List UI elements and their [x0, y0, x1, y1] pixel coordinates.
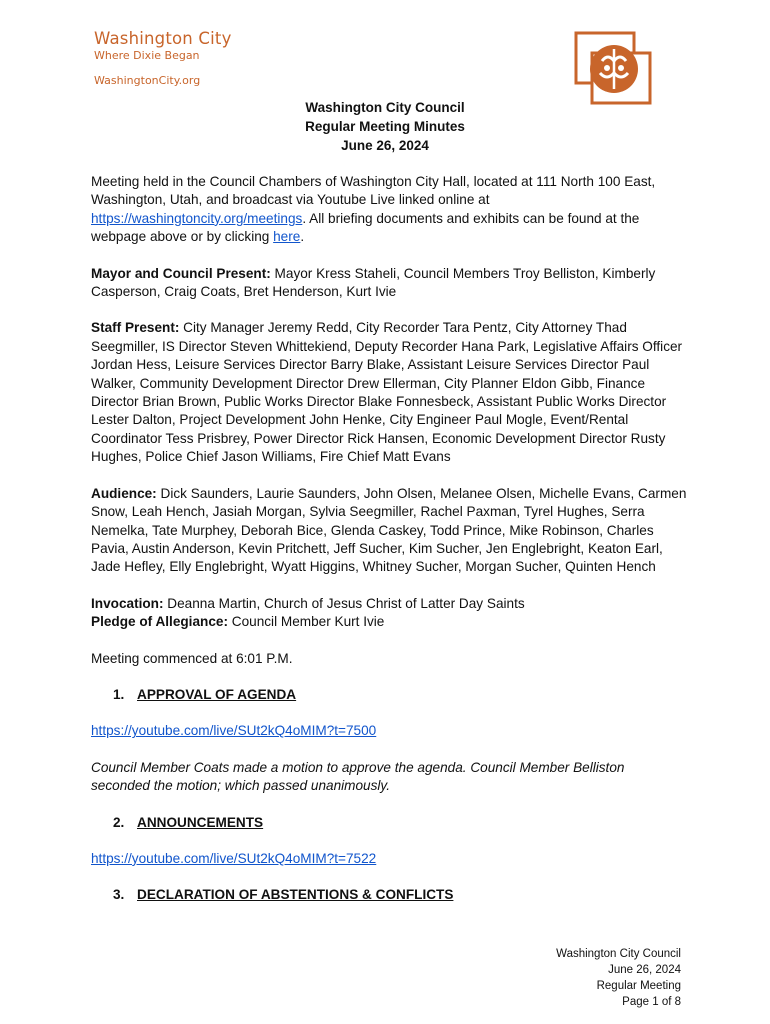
section-2-video-paragraph: [91, 850, 687, 868]
invocation-label: Invocation:: [91, 595, 164, 611]
staff-paragraph: [91, 319, 687, 466]
document-title: [0, 98, 770, 155]
section-approval-of-agenda: [91, 686, 687, 704]
footer-meeting-type: Regular Meeting: [596, 980, 681, 992]
intro-paragraph: [91, 173, 687, 247]
section-1-motion-note: Council Member Coats made a motion to approve the agenda. Council Member Belliston seconded the motion; which passed unanimously.: [91, 759, 625, 794]
section-1-video-link[interactable]: https://youtube.com/live/SUt2kQ4oMIM?t=7500: [91, 723, 377, 739]
brand-tagline: Where Dixie Began: [94, 49, 200, 62]
footer-council: Washington City Council: [556, 948, 681, 960]
page-footer: [556, 946, 681, 1010]
intro-text-3: .: [300, 229, 305, 245]
audience-text: Dick Saunders, Laurie Saunders, John Olsen, Melanee Olsen, Michelle Evans, Carmen Snow, Leah Hench, Jasiah Morgan, Sylvia Seegmiller, Rachel Paxman, Tyrel Hughes, Serra Nemelka, Tate Murphey, Deborah Bice, Glenda Caskey, Todd Prince, Mike Robinson, Charles Pavia, Austin Anderson, Kevin Pritchett, Jeff Sucher, Kim Sucher, Jen Englebright, Keaton Earl, Jade Hefley, Elly Englebright, Wyatt Higgins, Whitney Sucher, Morgan Sucher, Quinten Hench: [91, 485, 687, 575]
section-1-video-paragraph: [91, 722, 687, 740]
meetings-link[interactable]: https://washingtoncity.org/meetings: [91, 210, 303, 226]
pledge-line: [91, 613, 687, 631]
commenced-line: Meeting commenced at 6:01 P.M.: [91, 650, 293, 666]
section-number: 1.: [113, 686, 125, 702]
invocation-text: Deanna Martin, Church of Jesus Christ of Latter Day Saints: [163, 595, 525, 611]
invocation-line: [91, 595, 687, 613]
staff-label: Staff Present:: [91, 320, 180, 336]
section-number: 2.: [113, 814, 125, 830]
brand-block: [94, 30, 232, 88]
pledge-label: Pledge of Allegiance:: [91, 614, 228, 630]
audience-paragraph: [91, 485, 687, 577]
brand-name: Washington City: [94, 29, 232, 48]
here-link[interactable]: here: [273, 229, 301, 245]
intro-text-2: . All briefing documents and exhibits can be found at the webpage above or by clicking: [91, 210, 640, 245]
section-2-video-link[interactable]: https://youtube.com/live/SUt2kQ4oMIM?t=7522: [91, 850, 377, 866]
brand-url: WashingtonCity.org: [94, 74, 201, 87]
title-line-council: Washington City Council: [305, 100, 465, 115]
footer-date: June 26, 2024: [608, 964, 681, 976]
section-label: DECLARATION OF ABSTENTIONS & CONFLICTS: [137, 887, 454, 903]
pledge-text: Council Member Kurt Ivie: [227, 614, 385, 630]
section-announcements: [91, 814, 687, 832]
mayor-council-text: Mayor Kress Staheli, Council Members Troy Belliston, Kimberly Casperson, Craig Coats, Bret Henderson, Kurt Ivie: [91, 265, 656, 300]
mayor-council-paragraph: [91, 265, 687, 302]
section-label: ANNOUNCEMENTS: [137, 814, 264, 830]
staff-text: City Manager Jeremy Redd, City Recorder Tara Pentz, City Attorney Thad Seegmiller, IS Director Steven Whittekiend, Deputy Recorder Hana Park, Legislative Affairs Officer Jordan Hess, Leisure Services Director Barry Blake, Assistant Leisure Services Director Paul Walker, Community Development Director Drew Ellerman, City Planner Eldon Gibb, Finance Director Brian Brown, Public Works Director Blake Fonnesbeck, Assistant Public Works Director Lester Dalton, Project Development John Henke, City Engineer Paul Mogle, Event/Rental Coordinator Tess Prisbrey, Power Director Rick Hansen, Economic Development Director Rusty Hughes, Police Chief Jason Williams, Fire Chief Matt Evans: [91, 320, 683, 465]
title-line-minutes: Regular Meeting Minutes: [305, 119, 465, 134]
intro-text-1: Meeting held in the Council Chambers of Washington City Hall, located at 111 North 100 East, Washington, Utah, and broadcast via Youtube Live linked online at: [91, 174, 656, 208]
title-line-date: June 26, 2024: [341, 138, 429, 153]
cotton-boll-logo-icon: [574, 31, 654, 107]
document-body: [91, 173, 687, 923]
section-label: APPROVAL OF AGENDA: [137, 686, 297, 702]
footer-page-number: Page 1 of 8: [622, 996, 681, 1008]
section-number: 3.: [113, 887, 125, 903]
section-declaration-of-abstentions: [91, 886, 687, 904]
audience-label: Audience:: [91, 485, 157, 501]
mayor-council-label: Mayor and Council Present:: [91, 265, 271, 281]
